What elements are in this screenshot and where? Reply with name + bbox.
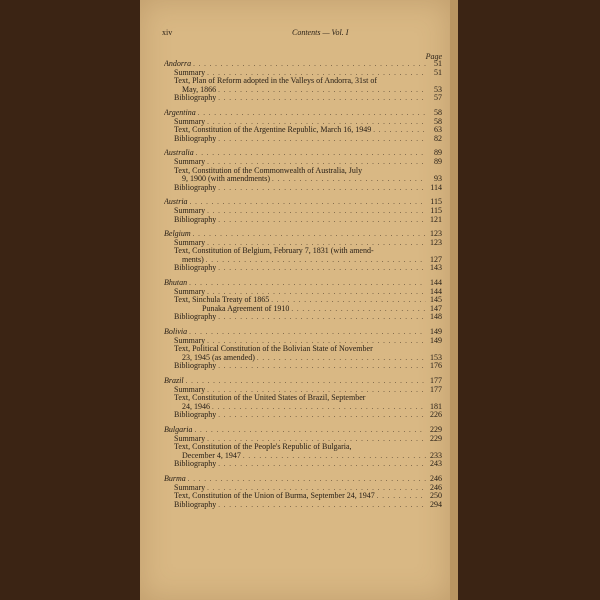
bibliography-line-page: 243 [430, 459, 442, 469]
bibliography-line-page: 148 [430, 312, 442, 322]
text-line: Text, Constitution of the Commonwealth of Australia, July [174, 165, 363, 175]
text-line-continued [164, 256, 442, 265]
text-line-page: 63 [434, 125, 442, 135]
country-heading [164, 198, 442, 207]
country-heading-label: Brazil [164, 377, 184, 385]
text-line-label: Text, Constitution of the Union of Burma, September 24, 1947 [174, 492, 375, 501]
summary-line [164, 207, 442, 216]
toc-entry [164, 426, 442, 469]
bibliography-line-page: 226 [430, 410, 442, 420]
summary-line-page: 144 [430, 286, 442, 296]
leader-dots [207, 207, 426, 216]
leader-dots [218, 135, 426, 144]
country-heading [164, 149, 442, 158]
leader-dots [218, 362, 426, 371]
leader-dots [218, 264, 426, 273]
text-line-continued [164, 403, 442, 412]
country-heading-page: 246 [430, 473, 442, 483]
country-heading-page: 149 [430, 327, 442, 337]
country-heading-page: 144 [430, 278, 442, 288]
page-number: xiv [162, 28, 173, 37]
bibliography-line-label: Bibliography [174, 215, 217, 224]
summary-line-page: 229 [430, 433, 442, 443]
bibliography-line [164, 460, 442, 469]
leader-dots [218, 216, 426, 225]
text-line-continued [164, 86, 442, 95]
country-heading-page: 123 [430, 229, 442, 239]
leader-dots [243, 452, 426, 461]
country-heading-label: Argentina [164, 108, 196, 117]
page-column-label: Page [425, 52, 442, 61]
summary-line-label: Summary [174, 385, 206, 394]
text-line-continued-page: 181 [430, 401, 442, 411]
country-heading-label: Austria [164, 198, 188, 207]
bibliography-line [164, 184, 442, 193]
text-line-page: 145 [430, 295, 442, 305]
bibliography-line-page: 57 [434, 93, 442, 103]
toc-entry [164, 279, 442, 322]
country-heading [164, 328, 442, 337]
leader-dots [207, 288, 426, 297]
bibliography-line-label: Bibliography [174, 460, 217, 469]
summary-line-label: Summary [174, 336, 206, 345]
bibliography-line [164, 313, 442, 322]
bibliography-line-page: 143 [430, 263, 442, 273]
summary-line [164, 288, 442, 297]
bibliography-line [164, 501, 442, 510]
leader-dots [218, 501, 426, 510]
leader-dots [218, 94, 426, 103]
text-line-page: 250 [430, 491, 442, 501]
text-line-continued [164, 452, 442, 461]
leader-dots [291, 305, 426, 314]
text-line-continued-page: 53 [434, 84, 442, 94]
summary-line-label: Summary [174, 117, 206, 126]
text-line-continued-page: 93 [434, 174, 442, 184]
country-heading-page: 115 [430, 197, 442, 207]
leader-dots [194, 426, 426, 435]
bibliography-line-label: Bibliography [174, 362, 217, 371]
summary-line-label: Summary [174, 483, 206, 492]
bibliography-line-page: 294 [430, 499, 442, 509]
country-heading-page: 58 [434, 107, 442, 117]
country-heading [164, 230, 442, 239]
country-heading [164, 426, 442, 435]
leader-dots [198, 109, 426, 118]
leader-dots [218, 184, 426, 193]
country-heading [164, 109, 442, 118]
country-heading-label: Bulgaria [164, 425, 193, 434]
summary-line-page: 51 [434, 67, 442, 77]
leader-dots [373, 126, 426, 135]
bibliography-line [164, 94, 442, 103]
country-heading-label: Bolivia [164, 328, 188, 337]
country-heading-page: 89 [434, 148, 442, 158]
running-title: Contents — Vol. I [292, 28, 349, 37]
toc-entry [164, 60, 442, 103]
country-heading-page: 177 [430, 376, 442, 385]
leader-dots [196, 149, 426, 158]
summary-line-page: 123 [430, 237, 442, 247]
text-line [164, 296, 442, 305]
leader-dots [189, 279, 426, 288]
text-line: Text, Plan of Reform adopted in the Valleys of Andorra, 31st of [174, 76, 378, 86]
table-of-contents [164, 60, 442, 515]
toc-entry [164, 475, 442, 509]
text-line: Text, Constitution of the People's Republic of Bulgaria, [174, 442, 352, 452]
bibliography-line-label: Bibliography [174, 134, 217, 143]
leader-dots [189, 328, 426, 337]
leader-dots [377, 492, 426, 501]
leader-dots [257, 354, 426, 363]
summary-line-page: 246 [430, 482, 442, 492]
leader-dots [218, 411, 426, 420]
leader-dots [218, 460, 426, 469]
bibliography-line-label: Bibliography [174, 94, 217, 103]
leader-dots [193, 60, 426, 69]
country-heading-label: Australia [164, 149, 194, 158]
text-line-extra-page: 147 [430, 303, 442, 313]
text-line [164, 126, 442, 135]
bibliography-line-page: 114 [430, 182, 442, 192]
toc-entry [164, 149, 442, 192]
leader-dots [206, 256, 426, 265]
summary-line [164, 484, 442, 493]
toc-entry [164, 109, 442, 143]
country-heading-label: Burma [164, 474, 186, 483]
bibliography-line [164, 135, 442, 144]
summary-line [164, 118, 442, 127]
bibliography-line-page: 176 [430, 361, 442, 371]
country-heading-label: Bhutan [164, 279, 188, 288]
text-line-continued [164, 175, 442, 184]
country-heading-label: Belgium [164, 230, 191, 239]
country-heading-page: 51 [434, 59, 442, 68]
summary-line-label: Summary [174, 287, 206, 296]
leader-dots [207, 484, 426, 493]
leader-dots [190, 198, 426, 207]
leader-dots [193, 230, 426, 239]
text-line-continued-page: 153 [430, 352, 442, 362]
text-line-label: Text, Sinchula Treaty of 1865 [174, 296, 270, 305]
text-line-continued-label: ments) [182, 255, 204, 264]
bibliography-line [164, 362, 442, 371]
bibliography-line-label: Bibliography [174, 500, 217, 509]
bibliography-line-label: Bibliography [174, 313, 217, 322]
text-line: Text, Political Constitution of the Bolivian State of November [174, 344, 373, 354]
text-line: Text, Constitution of the United States of Brazil, September [174, 393, 366, 403]
text-line-continued-page: 127 [430, 254, 442, 264]
summary-line-page: 177 [430, 384, 442, 394]
leader-dots [271, 296, 426, 305]
text-line [164, 492, 442, 501]
text-line-extra-label: Punaka Agreement of 1910 [202, 304, 290, 313]
leader-dots [218, 313, 426, 322]
text-line-continued-label: December 4, 1947 [182, 451, 241, 460]
country-heading [164, 60, 442, 69]
text-line-continued-label: May, 1866 [182, 85, 217, 94]
summary-line-label: Summary [174, 434, 206, 443]
text-line-extra [164, 305, 442, 314]
country-heading-page: 229 [430, 424, 442, 434]
toc-entry [164, 198, 442, 224]
page-edge [450, 0, 458, 600]
country-heading [164, 475, 442, 484]
leader-dots [218, 86, 426, 95]
summary-line-page: 89 [434, 156, 442, 166]
bibliography-line-label: Bibliography [174, 183, 217, 192]
bibliography-line [164, 411, 442, 420]
leader-dots [188, 475, 426, 484]
leader-dots [186, 377, 426, 386]
country-heading-label: Andorra [164, 60, 192, 68]
book-page [140, 0, 450, 600]
text-line-continued [164, 354, 442, 363]
text-line-continued-label: 23, 1945 (as amended) [182, 353, 255, 362]
bibliography-line-label: Bibliography [174, 264, 217, 273]
text-line-continued-label: 24, 1946 [182, 402, 210, 411]
toc-entry [164, 328, 442, 371]
bibliography-line [164, 216, 442, 225]
country-heading [164, 279, 442, 288]
country-heading [164, 377, 442, 386]
toc-entry [164, 230, 442, 273]
leader-dots [272, 175, 426, 184]
summary-line-label: Summary [174, 157, 206, 166]
bibliography-line [164, 264, 442, 273]
summary-line-page: 58 [434, 116, 442, 126]
bibliography-line-page: 82 [434, 133, 442, 143]
bibliography-line-label: Bibliography [174, 411, 217, 420]
leader-dots [212, 403, 426, 412]
summary-line-page: 115 [430, 205, 442, 215]
text-line-continued-label: 9, 1900 (with amendments) [182, 175, 270, 184]
text-line-label: Text, Constitution of the Argentine Republic, March 16, 1949 [174, 126, 372, 135]
toc-entry [164, 377, 442, 420]
bibliography-line-page: 121 [430, 214, 442, 224]
text-line: Text, Constitution of Belgium, February 7, 1831 (with amend- [174, 246, 374, 256]
text-line-continued-page: 233 [430, 450, 442, 460]
summary-line-label: Summary [174, 206, 206, 215]
summary-line-label: Summary [174, 238, 206, 247]
summary-line-page: 149 [430, 335, 442, 345]
summary-line-label: Summary [174, 68, 206, 77]
leader-dots [207, 118, 426, 127]
